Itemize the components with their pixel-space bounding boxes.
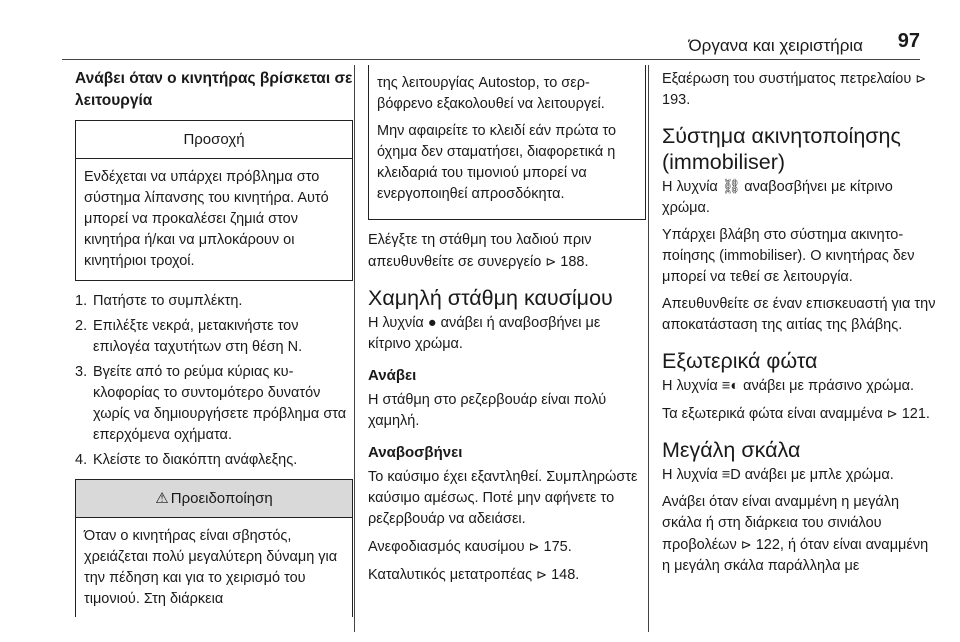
warning-text: Μην αφαιρείτε το κλειδί εάν πρώτα το όχημα δεν σταματήσει, διαφορετικά η κλειδαριά του τιμονιού μπορεί να ενεργοποιηθεί απροσδόκητα.	[377, 123, 617, 202]
page-ref[interactable]: 175.	[543, 539, 572, 555]
paragraph: Καταλυτικός μετατροπέας ⊳ 148.	[368, 567, 580, 583]
page-ref-icon: ⊳	[545, 254, 557, 269]
column-rule-2	[648, 65, 649, 632]
page-number: 97	[897, 30, 920, 52]
list-item: 3. Βγείτε από το ρεύμα κύριας κυκλοφορίας το συντομότερο δυνατόν χωρίς να δημιουργήσετε πρόβλημα στα επερχόμενα οχήματα.	[75, 364, 347, 443]
warning-text: της λειτουργίας Autostop, το σερβόφρενο εξακολουθεί να λειτουργεί.	[377, 75, 605, 112]
column-rule-1	[354, 65, 355, 632]
page-ref-icon: ⊳	[536, 567, 548, 582]
paragraph: Απευθυνθείτε σε έναν επισκευαστή για την αποκατάσταση της αιτίας της βλάβης.	[662, 296, 936, 333]
warning-title-bar	[76, 480, 352, 518]
paragraph: Το καύσιμο έχει εξαντληθεί. Συμπληρώστε καύσιμο αμέσως. Ποτέ μην αφήνετε το ρεζερβουάρ να αδειάσει.	[368, 469, 638, 527]
caution-box	[75, 120, 353, 281]
paragraph: Υπάρχει βλάβη στο σύστημα ακινητοποίησης (immobiliser). Ο κινητήρας δεν μπορεί να τεθεί σε λειτουργία.	[662, 227, 915, 285]
warning-body: Όταν ο κινητήρας είναι σβηστός, χρειάζεται πολύ μεγαλύτερη δύναμη για την πέδηση και για το χειρισμό του τιμονιού. Στη διάρκεια	[84, 528, 338, 607]
warning-title: Προειδοποίηση	[170, 490, 273, 507]
page-ref-icon: ⊳	[740, 537, 752, 552]
paragraph: Ανεφοδιασμός καυσίμου ⊳ 175.	[368, 539, 572, 555]
page-ref-icon: ⊳	[915, 71, 927, 86]
warning-box-continued	[368, 65, 646, 220]
caution-title: Προσοχή	[76, 121, 352, 159]
page-ref[interactable]: 148.	[551, 567, 580, 583]
paragraph: Η λυχνία ⛓ αναβοσβήνει με κίτρινο χρώμα.	[662, 179, 893, 216]
list-item: 4. Κλείστε το διακόπτη ανάφλεξης.	[75, 452, 298, 468]
section-heading: Χαμηλή στάθμη καυσίμου	[368, 286, 613, 310]
paragraph: Η λυχνία ● ανάβει ή αναβοσβήνει με κίτρινο χρώμα.	[368, 315, 601, 352]
subheading: Αναβοσβήνει	[368, 444, 463, 461]
list-item: 1. Πατήστε το συμπλέκτη.	[75, 293, 243, 309]
section-heading: Ανάβει όταν ο κινητήρας βρίσκεται σε λειτουργία	[75, 70, 353, 109]
section-heading: Σύστημα ακινητοποίησης (immobiliser)	[662, 124, 901, 174]
page-ref-icon: ⊳	[528, 539, 540, 554]
warning-triangle-icon: ⚠	[155, 490, 169, 507]
page-ref[interactable]: 193.	[662, 92, 691, 108]
paragraph: Ελέγξτε τη στάθμη του λαδιού πριν απευθυνθείτε σε συνεργείο ⊳ 188.	[368, 232, 592, 270]
column-2	[368, 68, 646, 592]
paragraph: Τα εξωτερικά φώτα είναι αναμμένα ⊳ 121.	[662, 406, 930, 422]
section-heading: Μεγάλη σκάλα	[662, 438, 801, 462]
paragraph: Η λυχνία ≡◐ ανάβει με πράσινο χρώμα.	[662, 378, 915, 394]
page-ref[interactable]: 122,	[755, 537, 784, 553]
paragraph: Ανάβει όταν είναι αναμμένη η μεγάλη σκάλα ή στη διάρκεια του σινιάλου προβολέων ⊳ 122, ή όταν είναι αναμμένη η μεγάλη σκάλα παράλληλα με	[662, 494, 929, 574]
page-ref[interactable]: 121.	[901, 406, 930, 422]
subheading: Ανάβει	[368, 367, 417, 384]
warning-box	[75, 479, 353, 617]
page-header-title: Όργανα και χειριστήρια	[688, 36, 863, 55]
paragraph: Η στάθμη στο ρεζερβουάρ είναι πολύ χαμηλή.	[368, 392, 607, 429]
steps-list	[75, 291, 353, 471]
page-ref-icon: ⊳	[886, 406, 898, 421]
paragraph: Η λυχνία ≡D ανάβει με μπλε χρώμα.	[662, 467, 894, 483]
column-1	[75, 68, 353, 617]
page-ref[interactable]: 188.	[560, 254, 589, 270]
section-heading: Εξωτερικά φώτα	[662, 349, 818, 373]
paragraph: Εξαέρωση του συστήματος πετρελαίου ⊳ 193.	[662, 71, 927, 108]
list-item: 2. Επιλέξτε νεκρά, μετακινήστε τον επιλογέα ταχυτήτων στη θέση N.	[75, 318, 303, 355]
caution-body: Ενδέχεται να υπάρχει πρόβλημα στο σύστημα λίπανσης του κινητήρα. Αυτό μπορεί να προκαλέσει ζημιά στον κινητήρα ή/και να μπλοκάρουν οι κινητήριοι τροχοί.	[84, 169, 329, 269]
column-3	[662, 68, 940, 583]
header-rule	[62, 59, 920, 60]
